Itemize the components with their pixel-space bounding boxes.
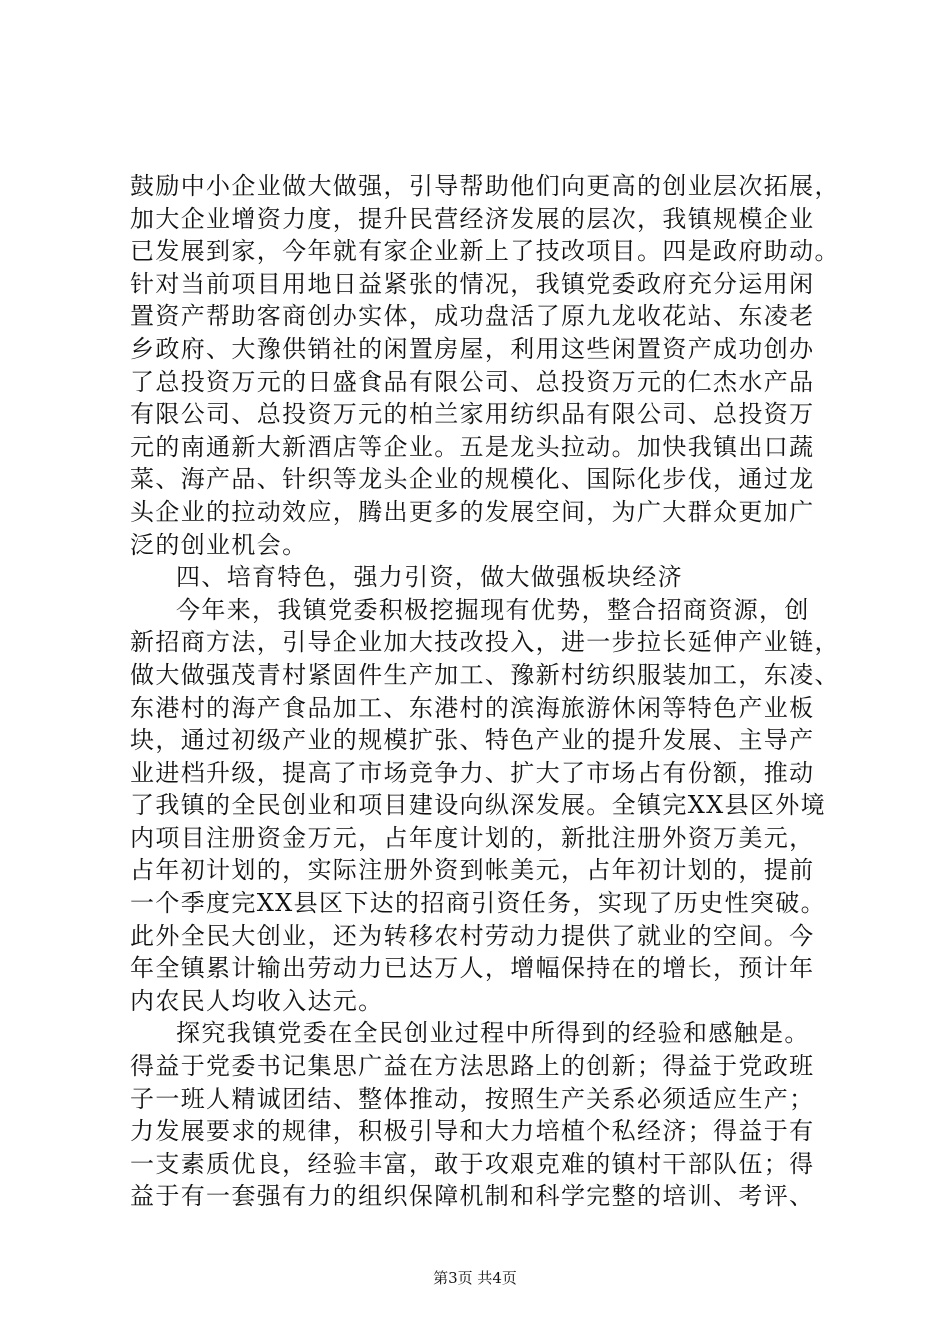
text-line: 占年初计划的，实际注册外资到帐美元，占年初计划的，提前	[130, 856, 815, 885]
text-line: 益于有一套强有力的组织保障机制和科学完整的培训、考评、	[130, 1182, 815, 1211]
text-line: 已发展到家，今年就有家企业新上了技改项目。四是政府助动。	[130, 237, 840, 266]
text-line: 针对当前项目用地日益紧张的情况，我镇党委政府充分运用闲	[130, 269, 815, 298]
text-line: 了总投资万元的日盛食品有限公司、总投资万元的仁杰水产品	[130, 367, 815, 396]
text-line: 探究我镇党委在全民创业过程中所得到的经验和感触是。	[176, 1019, 810, 1048]
text-line: 新招商方法，引导企业加大技改投入，进一步拉长延伸产业链，	[130, 628, 840, 657]
text-line: 得益于党委书记集思广益在方法思路上的创新；得益于党政班	[130, 1052, 815, 1081]
text-line: 做大做强茂青村紧固件生产加工、豫新村纺织服装加工，东凌、	[130, 660, 840, 689]
text-line: 置资产帮助客商创办实体，成功盘活了原九龙收花站、东凌老	[130, 302, 815, 331]
text-line: 东港村的海产食品加工、东港村的滨海旅游休闲等特色产业板	[130, 693, 815, 722]
text-line: 头企业的拉动效应，腾出更多的发展空间，为广大群众更加广	[130, 497, 815, 526]
text-line: 一支素质优良，经验丰富，敢于攻艰克难的镇村干部队伍；得	[130, 1149, 815, 1178]
text-line: 业进档升级，提高了市场竞争力、扩大了市场占有份额，推动	[130, 758, 815, 787]
text-line: 内农民人均收入达元。	[130, 986, 384, 1015]
text-line: 有限公司、总投资万元的柏兰家用纺织品有限公司、总投资万	[130, 400, 815, 429]
text-line: 了我镇的全民创业和项目建设向纵深发展。全镇完XX县区外境	[130, 791, 826, 820]
text-line: 今年来，我镇党委积极挖掘现有优势，整合招商资源，创	[176, 595, 810, 624]
text-line: 元的南通新大新酒店等企业。五是龙头拉动。加快我镇出口蔬	[130, 432, 815, 461]
text-line: 子一班人精诚团结、整体推动，按照生产关系必须适应生产；	[130, 1084, 815, 1113]
page-number: 第3页 共4页	[433, 1269, 517, 1287]
text-line: 一个季度完XX县区下达的招商引资任务，实现了历史性突破。	[130, 889, 826, 918]
text-line: 块，通过初级产业的规模扩张、特色产业的提升发展、主导产	[130, 726, 815, 755]
text-line: 鼓励中小企业做大做强，引导帮助他们向更高的创业层次拓展，	[130, 172, 840, 200]
text-line: 加大企业增资力度，提升民营经济发展的层次，我镇规模企业	[130, 204, 815, 233]
text-line: 菜、海产品、针织等龙头企业的规模化、国际化步伐，通过龙	[130, 465, 815, 494]
body-text	[130, 170, 840, 1213]
text-line: 泛的创业机会。	[130, 530, 308, 559]
text-line: 年全镇累计输出劳动力已达万人，增幅保持在的增长，预计年	[130, 954, 815, 983]
section-heading: 四、培育特色，强力引资，做大做强板块经济	[176, 563, 683, 592]
text-line: 乡政府、大豫供销社的闲置房屋，利用这些闲置资产成功创办	[130, 334, 815, 363]
text-line: 此外全民大创业，还为转移农村劳动力提供了就业的空间。今	[130, 921, 815, 950]
text-line: 力发展要求的规律，积极引导和大力培植个私经济；得益于有	[130, 1117, 815, 1146]
text-line: 内项目注册资金万元，占年度计划的，新批注册外资万美元，	[130, 823, 815, 852]
